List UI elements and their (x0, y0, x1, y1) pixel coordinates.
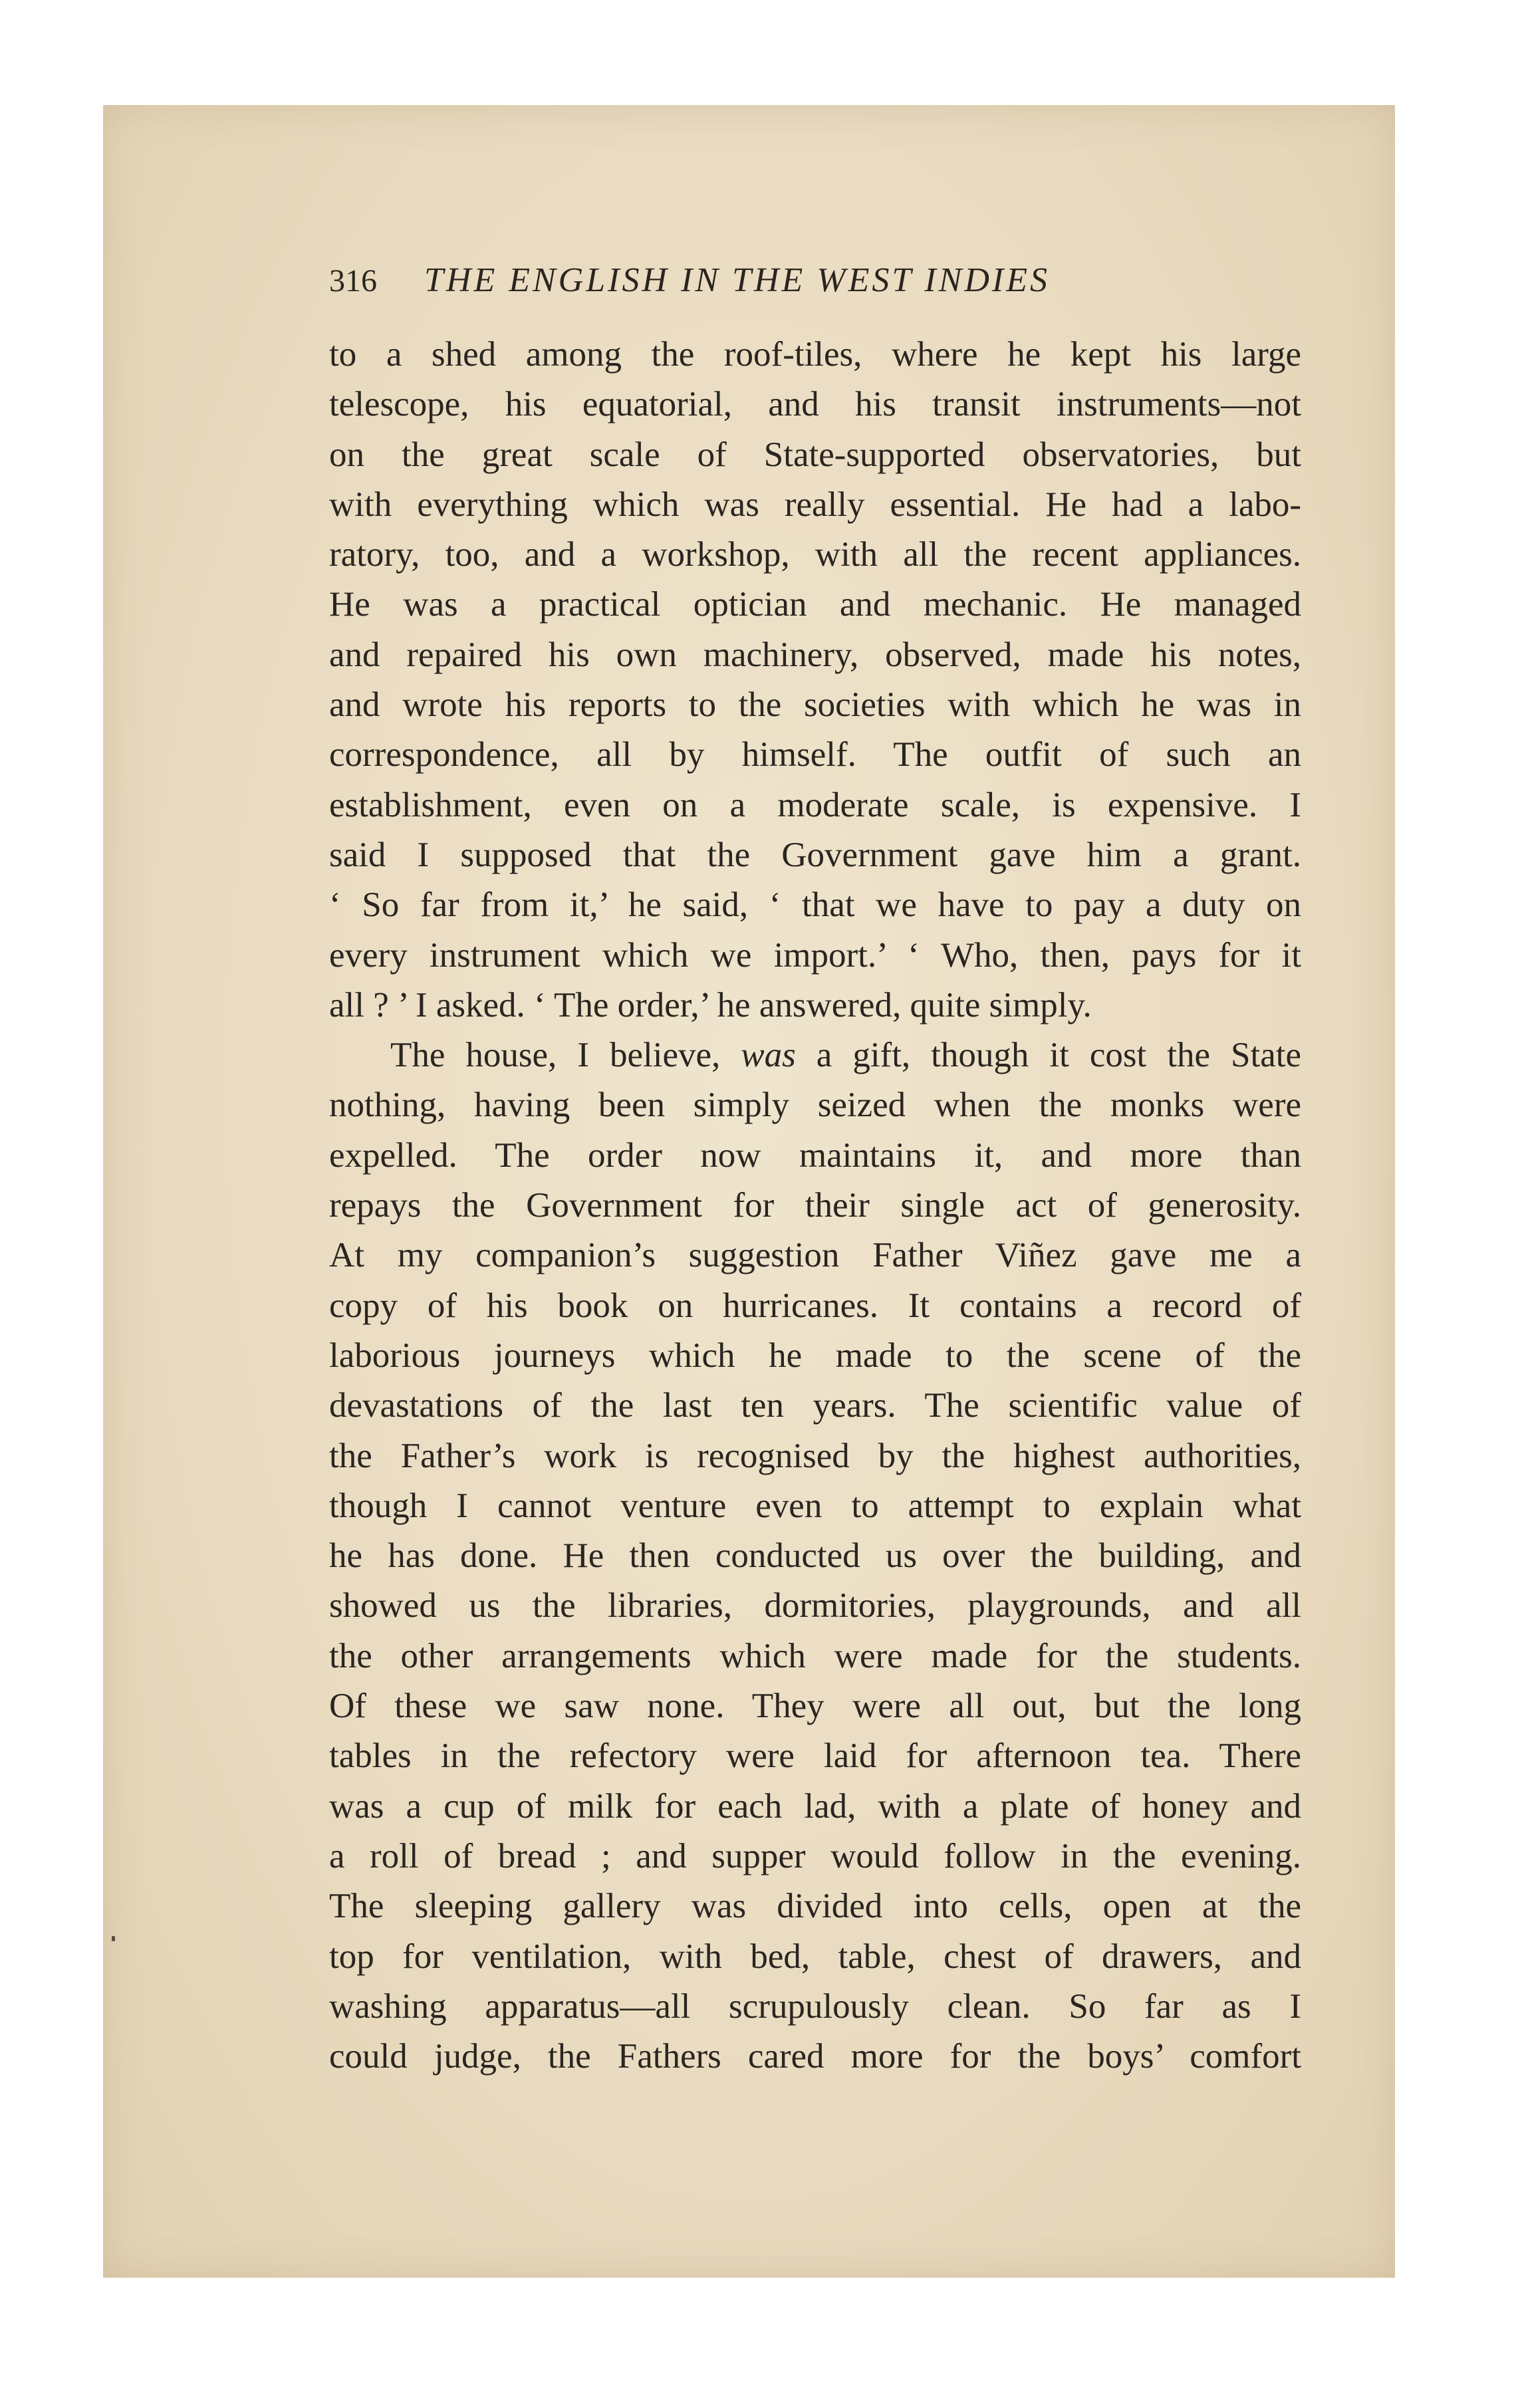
text-segment: The house, I believe, (390, 1036, 721, 1075)
text-line: the Father’s work is recognised by the highest authorities, (329, 1436, 1301, 1475)
running-title: THE ENGLISH IN THE WEST INDIES (424, 261, 1050, 299)
page-number: 316 (329, 263, 377, 299)
text-line: telescope, his equatorial, and his transit instruments—not (329, 385, 1301, 424)
text-line: repays the Government for their single act of generosity. (329, 1186, 1301, 1225)
text-line: and wrote his reports to the societies with which he was in (329, 685, 1301, 725)
text-line: all ? ’ I asked. ‘ The order,’ he answered, quite simply. (329, 985, 1092, 1024)
paragraph-2 (329, 1030, 1301, 2182)
text-line: nothing, having been simply seized when the monks were (329, 1086, 1301, 1125)
text-line: washing apparatus—all scrupulously clean. So far as I (329, 1987, 1301, 2026)
text-line: with everything which was really essential. He had a labo- (329, 485, 1301, 524)
text-line (329, 1030, 1301, 1080)
text-line: every instrument which we import.’ ‘ Who, then, pays for it (329, 935, 1301, 975)
text-line: a roll of bread ; and supper would follow in the evening. (329, 1836, 1301, 1875)
text-line: to a shed among the roof-tiles, where he kept his large (329, 335, 1301, 374)
text-line: he has done. He then conducted us over the building, and (329, 1536, 1301, 1576)
text-line: devastations of the last ten years. The scientific value of (329, 1386, 1301, 1425)
text-line: ‘ So far from it,’ he said, ‘ that we have to pay a duty on (329, 886, 1301, 925)
text-line: laborious journeys which he made to the scene of the (329, 1336, 1301, 1375)
text-line: on the great scale of State-supported observatories, but (329, 435, 1301, 474)
italic-word: was (741, 1036, 796, 1075)
text-line: and repaired his own machinery, observed, made his notes, (329, 635, 1301, 674)
text-line: tables in the refectory were laid for afternoon tea. There (329, 1737, 1301, 1776)
text-line: The sleeping gallery was divided into cells, open at the (329, 1887, 1301, 1926)
text-line: He was a practical optician and mechanic. He managed (329, 585, 1301, 624)
text-line: correspondence, all by himself. The outfit of such an (329, 735, 1301, 775)
text-segment: a gift, though it cost the State (816, 1036, 1301, 1075)
text-line: At my companion’s suggestion Father Viñez gave me a (329, 1236, 1301, 1275)
text-line: Of these we saw none. They were all out, but the long (329, 1687, 1301, 1726)
paragraph-1 (329, 330, 1301, 1030)
text-line: though I cannot venture even to attempt to explain what (329, 1486, 1301, 1525)
text-line (329, 2132, 1301, 2182)
page-header (329, 254, 1200, 307)
body-text (329, 330, 1301, 2182)
text-line (329, 2082, 1301, 2131)
text-line: expelled. The order now maintains it, and more than (329, 1136, 1301, 1175)
text-line: showed us the libraries, dormitories, playgrounds, and all (329, 1586, 1301, 1625)
text-line: top for ventilation, with bed, table, chest of drawers, and (329, 1937, 1301, 1976)
text-line: said I supposed that the Government gave him a grant. (329, 835, 1301, 874)
text-line: was a cup of milk for each lad, with a plate of honey and (329, 1786, 1301, 1826)
ink-speck (112, 1936, 115, 1941)
text-line: copy of his book on hurricanes. It contains a record of (329, 1286, 1301, 1325)
text-line: establishment, even on a moderate scale, is expensive. I (329, 785, 1301, 824)
text-line: the other arrangements which were made for the students. (329, 1636, 1301, 1675)
text-line: ratory, too, and a workshop, with all the recent appliances. (329, 535, 1301, 574)
text-line: could judge, the Fathers cared more for the boys’ comfort (329, 2037, 1301, 2076)
